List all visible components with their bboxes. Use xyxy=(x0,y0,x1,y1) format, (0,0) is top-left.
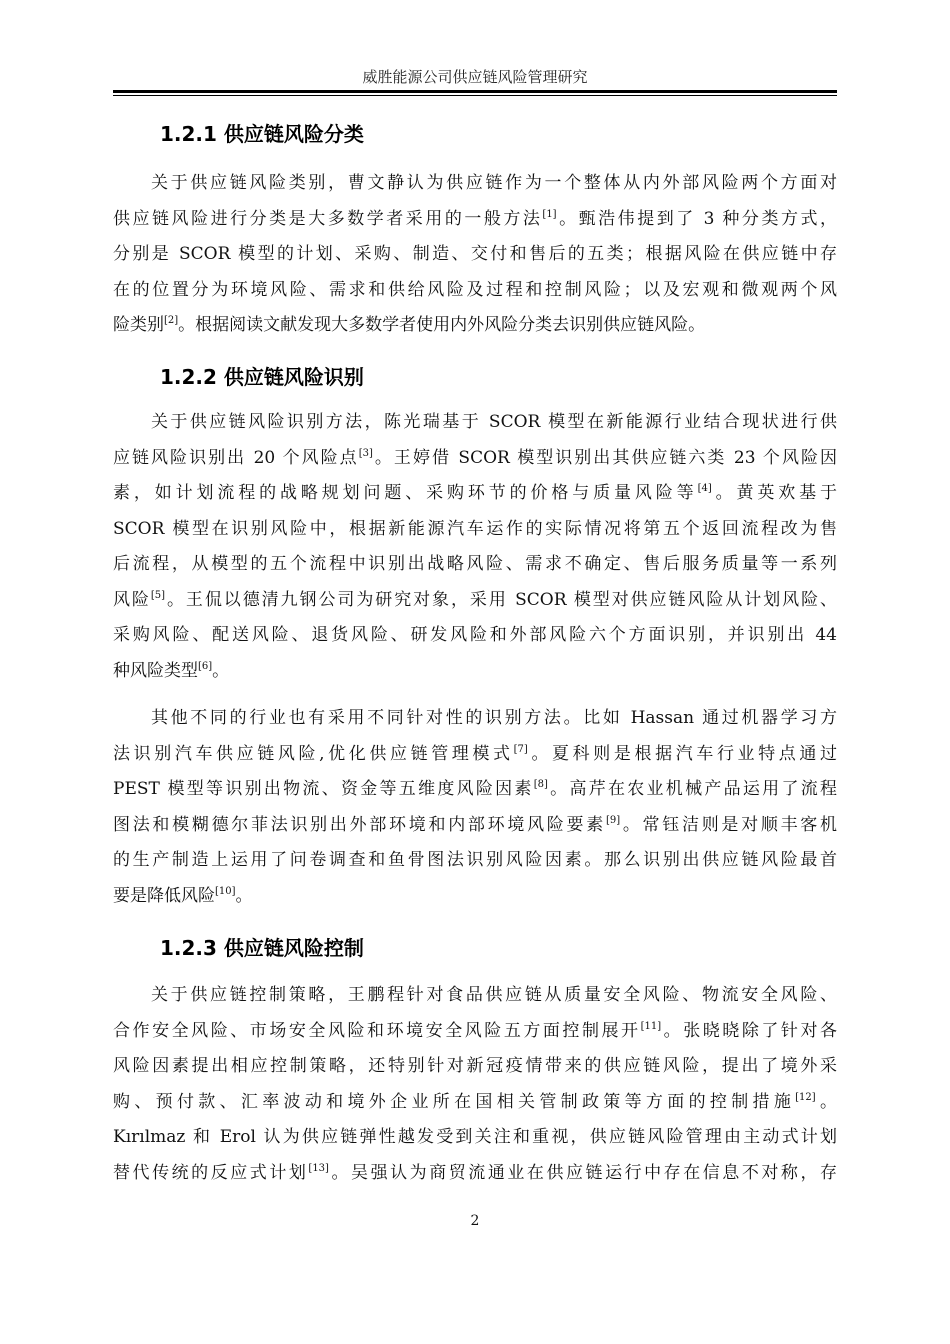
text-line: 应链风险识别出 20 个风险点[3]。王婷借 SCOR 模型识别出其供应链六类 23 个风险因 xyxy=(113,447,837,468)
citation: [5] xyxy=(150,589,166,601)
text-line: PEST 模型等识别出物流、资金等五维度风险因素[8]。高芹在农业机械产品运用了流程 xyxy=(113,779,837,799)
text-line: 采购风险、配送风险、退货风险、研发风险和外部风险六个方面识别，并识别出 44 xyxy=(113,625,837,645)
paragraph xyxy=(113,405,837,689)
citation: [6] xyxy=(198,660,213,672)
citation: [8] xyxy=(533,779,548,790)
text-line: 分别是 SCOR 模型的计划、采购、制造、交付和售后的五类；根据风险在供应链中存 xyxy=(113,244,837,264)
text-line: 图法和模糊德尔菲法识别出外部环境和内部环境风险要素[9]。常钰洁则是对顺丰客机 xyxy=(113,814,838,835)
text-line: 供应链风险进行分类是大多数学者采用的一般方法[1]。甄浩伟提到了 3 种分类方式， xyxy=(113,208,838,229)
text-line: 种风险类型[6]。 xyxy=(113,660,230,681)
text-line: 关于供应链风险识别方法，陈光瑞基于 SCOR 模型在新能源行业结合现状进行供 xyxy=(151,412,837,432)
text-line: 关于供应链控制策略，王鹏程针对食品供应链从质量安全风险、物流安全风险、 xyxy=(151,985,837,1005)
page-number: 2 xyxy=(470,1213,480,1229)
section-heading-1-2-1: 1.2.1 供应链风险分类 xyxy=(160,122,364,146)
citation: [4] xyxy=(697,483,712,494)
text-line: 关于供应链风险类别，曹文静认为供应链作为一个整体从内外部风险两个方面对 xyxy=(151,173,837,193)
text-line: 其他不同的行业也有采用不同针对性的识别方法。比如 Hassan 通过机器学习方 xyxy=(151,708,837,728)
citation: [9] xyxy=(605,814,621,826)
running-header: 威胜能源公司供应链风险管理研究 xyxy=(362,68,588,86)
section-heading-1-2-2: 1.2.2 供应链风险识别 xyxy=(160,365,364,389)
citation: [1] xyxy=(542,208,557,220)
citation: [3] xyxy=(358,447,373,459)
text-line: 后流程，从模型的五个流程中识别出战略风险、需求不确定、售后服务质量等一系列 xyxy=(113,554,837,574)
text-line: 的生产制造上运用了问卷调查和鱼骨图法识别风险因素。那么识别出供应链风险最首 xyxy=(113,850,837,870)
section-heading-1-2-3: 1.2.3 供应链风险控制 xyxy=(160,936,364,960)
citation: [12] xyxy=(795,1091,816,1103)
citation: [13] xyxy=(308,1162,329,1174)
text-line: Kırılmaz 和 Erol 认为供应链弹性越发受到关注和重视，供应链风险管理由主动式计划 xyxy=(113,1127,837,1147)
paragraph xyxy=(113,978,837,1191)
text-line: 风险因素提出相应控制策略，还特别针对新冠疫情带来的供应链风险，提出了境外采 xyxy=(113,1056,837,1076)
header-rule-thin xyxy=(113,95,837,96)
text-line: SCOR 模型在识别风险中，根据新能源汽车运作的实际情况将第五个返回流程改为售 xyxy=(113,518,837,539)
text-line: 购、预付款、汇率波动和境外企业所在国相关管制政策等方面的控制措施[12]。 xyxy=(113,1091,838,1112)
header-rule xyxy=(113,90,837,93)
text-line: 合作安全风险、市场安全风险和环境安全风险五方面控制展开[11]。张晓晓除了针对各 xyxy=(113,1020,838,1041)
text-line: 素，如计划流程的战略规划问题、采购环节的价格与质量风险等[4]。黄英欢基于 xyxy=(113,483,838,503)
text-line: 在的位置分为环境风险、需求和供给风险及过程和控制风险；以及宏观和微观两个风 xyxy=(113,279,837,300)
paragraph xyxy=(113,166,837,344)
text-line: 替代传统的反应式计划[13]。吴强认为商贸流通业在供应链运行中存在信息不对称，存 xyxy=(113,1162,838,1183)
text-line: 风险[5]。王侃以德清九钢公司为研究对象，采用 SCOR 模型对供应链风险从计划风险、 xyxy=(113,589,838,610)
text-line: 要是降低风险[10]。 xyxy=(113,885,253,906)
citation: [2] xyxy=(164,315,179,326)
citation: [11] xyxy=(640,1020,662,1032)
citation: [10] xyxy=(215,885,236,897)
text-line: 法识别汽车供应链风险,优化供应链管理模式[7]。夏科则是根据汽车行业特点通过 xyxy=(113,743,838,764)
text-line: 险类别[2]。根据阅读文献发现大多数学者使用内外风险分类去识别供应链风险。 xyxy=(113,315,706,335)
citation: [7] xyxy=(513,743,528,755)
paragraph xyxy=(113,701,837,914)
